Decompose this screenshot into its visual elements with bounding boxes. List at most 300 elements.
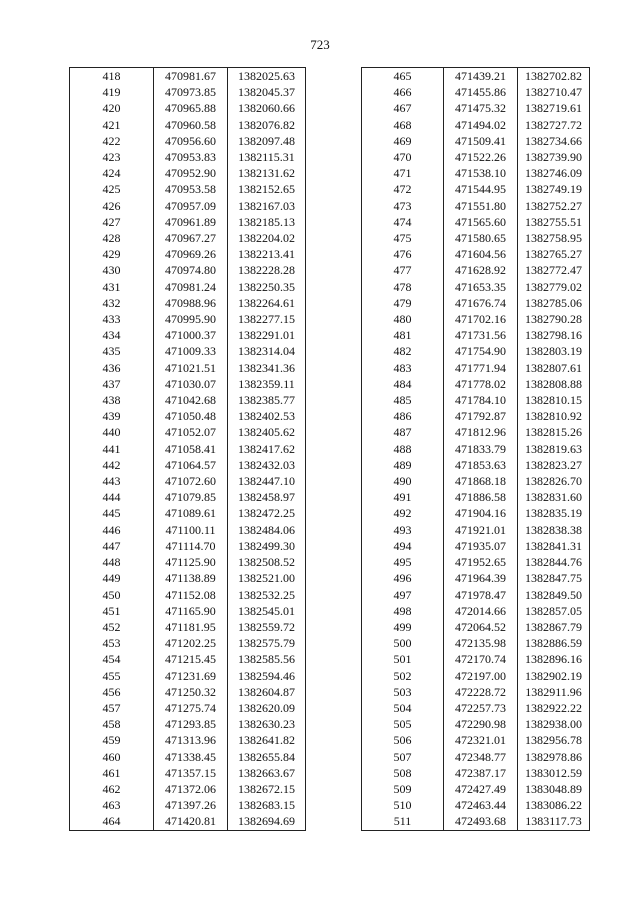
- y-coordinate-cell: 1382277.15: [228, 311, 306, 327]
- point-id-cell: 466: [362, 84, 444, 100]
- x-coordinate-cell: 471021.51: [154, 360, 228, 376]
- x-coordinate-cell: 471604.56: [444, 246, 518, 262]
- y-coordinate-cell: 1382185.13: [228, 214, 306, 230]
- y-coordinate-cell: 1382826.70: [518, 473, 590, 489]
- table-row: [362, 554, 590, 570]
- point-id-cell: 503: [362, 684, 444, 700]
- x-coordinate-cell: 472135.98: [444, 635, 518, 651]
- x-coordinate-cell: 472228.72: [444, 684, 518, 700]
- point-id-cell: 489: [362, 457, 444, 473]
- table-row: [70, 749, 306, 765]
- point-id-cell: 449: [70, 570, 154, 586]
- y-coordinate-cell: 1382152.65: [228, 181, 306, 197]
- table-row: [362, 668, 590, 684]
- point-id-cell: 490: [362, 473, 444, 489]
- point-id-cell: 419: [70, 84, 154, 100]
- point-id-cell: 427: [70, 214, 154, 230]
- x-coordinate-cell: 471114.70: [154, 538, 228, 554]
- x-coordinate-cell: 471313.96: [154, 732, 228, 748]
- x-coordinate-cell: 472348.77: [444, 749, 518, 765]
- x-coordinate-cell: 471886.58: [444, 489, 518, 505]
- x-coordinate-cell: 471538.10: [444, 165, 518, 181]
- x-coordinate-cell: 471702.16: [444, 311, 518, 327]
- table-row: [70, 651, 306, 667]
- y-coordinate-cell: 1382956.78: [518, 732, 590, 748]
- x-coordinate-cell: 471138.89: [154, 570, 228, 586]
- point-id-cell: 479: [362, 295, 444, 311]
- x-coordinate-cell: 471522.26: [444, 149, 518, 165]
- x-coordinate-cell: 472290.98: [444, 716, 518, 732]
- point-id-cell: 481: [362, 327, 444, 343]
- point-id-cell: 434: [70, 327, 154, 343]
- y-coordinate-cell: 1382521.00: [228, 570, 306, 586]
- y-coordinate-cell: 1382213.41: [228, 246, 306, 262]
- y-coordinate-cell: 1382417.62: [228, 441, 306, 457]
- x-coordinate-cell: 471000.37: [154, 327, 228, 343]
- y-coordinate-cell: 1382790.28: [518, 311, 590, 327]
- point-id-cell: 476: [362, 246, 444, 262]
- table-row: [70, 360, 306, 376]
- x-coordinate-cell: 471231.69: [154, 668, 228, 684]
- x-coordinate-cell: 472321.01: [444, 732, 518, 748]
- table-row: [362, 781, 590, 797]
- table-row: [70, 376, 306, 392]
- y-coordinate-cell: 1382765.27: [518, 246, 590, 262]
- y-coordinate-cell: 1382359.11: [228, 376, 306, 392]
- x-coordinate-cell: 471964.39: [444, 570, 518, 586]
- x-coordinate-cell: 471089.61: [154, 505, 228, 521]
- point-id-cell: 428: [70, 230, 154, 246]
- x-coordinate-cell: 471812.96: [444, 424, 518, 440]
- x-coordinate-cell: 471475.32: [444, 100, 518, 116]
- point-id-cell: 467: [362, 100, 444, 116]
- table-row: [362, 813, 590, 830]
- table-row: [70, 181, 306, 197]
- point-id-cell: 509: [362, 781, 444, 797]
- y-coordinate-cell: 1382532.25: [228, 587, 306, 603]
- point-id-cell: 502: [362, 668, 444, 684]
- y-coordinate-cell: 1382076.82: [228, 117, 306, 133]
- x-coordinate-cell: 471778.02: [444, 376, 518, 392]
- x-coordinate-cell: 471952.65: [444, 554, 518, 570]
- point-id-cell: 451: [70, 603, 154, 619]
- x-coordinate-cell: 471731.56: [444, 327, 518, 343]
- x-coordinate-cell: 471072.60: [154, 473, 228, 489]
- x-coordinate-cell: 471754.90: [444, 343, 518, 359]
- point-id-cell: 478: [362, 279, 444, 295]
- x-coordinate-cell: 471064.57: [154, 457, 228, 473]
- point-id-cell: 505: [362, 716, 444, 732]
- point-id-cell: 497: [362, 587, 444, 603]
- point-id-cell: 444: [70, 489, 154, 505]
- point-id-cell: 495: [362, 554, 444, 570]
- x-coordinate-cell: 471551.80: [444, 198, 518, 214]
- point-id-cell: 510: [362, 797, 444, 813]
- table-row: [70, 279, 306, 295]
- y-coordinate-cell: 1382702.82: [518, 68, 590, 85]
- table-row: [70, 635, 306, 651]
- point-id-cell: 475: [362, 230, 444, 246]
- y-coordinate-cell: 1382045.37: [228, 84, 306, 100]
- table-row: [362, 716, 590, 732]
- y-coordinate-cell: 1382886.59: [518, 635, 590, 651]
- table-row: [70, 117, 306, 133]
- x-coordinate-cell: 472387.17: [444, 765, 518, 781]
- y-coordinate-cell: 1382841.31: [518, 538, 590, 554]
- x-coordinate-cell: 471152.08: [154, 587, 228, 603]
- table-row: [70, 716, 306, 732]
- table-row: [362, 68, 590, 85]
- x-coordinate-cell: 471978.47: [444, 587, 518, 603]
- x-coordinate-cell: 471125.90: [154, 554, 228, 570]
- point-id-cell: 485: [362, 392, 444, 408]
- table-row: [362, 684, 590, 700]
- y-coordinate-cell: 1383048.89: [518, 781, 590, 797]
- y-coordinate-cell: 1382630.23: [228, 716, 306, 732]
- table-row: [362, 360, 590, 376]
- point-id-cell: 421: [70, 117, 154, 133]
- x-coordinate-cell: 471580.65: [444, 230, 518, 246]
- point-id-cell: 473: [362, 198, 444, 214]
- point-id-cell: 442: [70, 457, 154, 473]
- point-id-cell: 447: [70, 538, 154, 554]
- point-id-cell: 464: [70, 813, 154, 830]
- point-id-cell: 455: [70, 668, 154, 684]
- table-row: [70, 230, 306, 246]
- y-coordinate-cell: 1382594.46: [228, 668, 306, 684]
- point-id-cell: 446: [70, 522, 154, 538]
- x-coordinate-cell: 471275.74: [154, 700, 228, 716]
- point-id-cell: 460: [70, 749, 154, 765]
- x-coordinate-cell: 471853.63: [444, 457, 518, 473]
- x-coordinate-cell: 471771.94: [444, 360, 518, 376]
- table-row: [70, 813, 306, 830]
- point-id-cell: 482: [362, 343, 444, 359]
- y-coordinate-cell: 1382672.15: [228, 781, 306, 797]
- table-row: [362, 392, 590, 408]
- y-coordinate-cell: 1382798.16: [518, 327, 590, 343]
- point-id-cell: 477: [362, 262, 444, 278]
- point-id-cell: 435: [70, 343, 154, 359]
- table-row: [362, 749, 590, 765]
- point-id-cell: 500: [362, 635, 444, 651]
- table-row: [362, 311, 590, 327]
- table-row: [70, 84, 306, 100]
- table-row: [70, 457, 306, 473]
- y-coordinate-cell: 1382752.27: [518, 198, 590, 214]
- y-coordinate-cell: 1382719.61: [518, 100, 590, 116]
- x-coordinate-cell: 470952.90: [154, 165, 228, 181]
- point-id-cell: 453: [70, 635, 154, 651]
- point-id-cell: 445: [70, 505, 154, 521]
- y-coordinate-cell: 1382385.77: [228, 392, 306, 408]
- y-coordinate-cell: 1382655.84: [228, 749, 306, 765]
- x-coordinate-cell: 471420.81: [154, 813, 228, 830]
- y-coordinate-cell: 1382559.72: [228, 619, 306, 635]
- x-coordinate-cell: 470973.85: [154, 84, 228, 100]
- table-row: [70, 408, 306, 424]
- point-id-cell: 418: [70, 68, 154, 85]
- table-row: [362, 327, 590, 343]
- x-coordinate-cell: 472170.74: [444, 651, 518, 667]
- point-id-cell: 431: [70, 279, 154, 295]
- y-coordinate-cell: 1382097.48: [228, 133, 306, 149]
- table-row: [70, 246, 306, 262]
- table-row: [362, 635, 590, 651]
- y-coordinate-cell: 1382746.09: [518, 165, 590, 181]
- table-row: [70, 198, 306, 214]
- page-number: 723: [310, 37, 330, 52]
- x-coordinate-cell: 471509.41: [444, 133, 518, 149]
- y-coordinate-cell: 1382749.19: [518, 181, 590, 197]
- x-coordinate-cell: 472257.73: [444, 700, 518, 716]
- point-id-cell: 472: [362, 181, 444, 197]
- point-id-cell: 423: [70, 149, 154, 165]
- x-coordinate-cell: 470969.26: [154, 246, 228, 262]
- point-id-cell: 438: [70, 392, 154, 408]
- point-id-cell: 504: [362, 700, 444, 716]
- table-row: [70, 700, 306, 716]
- coordinate-table-right: [361, 67, 590, 831]
- y-coordinate-cell: 1382585.56: [228, 651, 306, 667]
- x-coordinate-cell: 471338.45: [154, 749, 228, 765]
- table-row: [70, 473, 306, 489]
- y-coordinate-cell: 1382694.69: [228, 813, 306, 830]
- y-coordinate-cell: 1382228.28: [228, 262, 306, 278]
- point-id-cell: 448: [70, 554, 154, 570]
- y-coordinate-cell: 1382663.67: [228, 765, 306, 781]
- x-coordinate-cell: 471100.11: [154, 522, 228, 538]
- point-id-cell: 492: [362, 505, 444, 521]
- y-coordinate-cell: 1382620.09: [228, 700, 306, 716]
- table-row: [70, 214, 306, 230]
- table-row: [70, 554, 306, 570]
- table-row: [70, 732, 306, 748]
- point-id-cell: 480: [362, 311, 444, 327]
- point-id-cell: 501: [362, 651, 444, 667]
- x-coordinate-cell: 471293.85: [154, 716, 228, 732]
- table-row: [70, 489, 306, 505]
- y-coordinate-cell: 1382131.62: [228, 165, 306, 181]
- y-coordinate-cell: 1382683.15: [228, 797, 306, 813]
- y-coordinate-cell: 1383012.59: [518, 765, 590, 781]
- table-row: [362, 262, 590, 278]
- table-row: [362, 765, 590, 781]
- table-row: [362, 603, 590, 619]
- table-row: [70, 262, 306, 278]
- point-id-cell: 430: [70, 262, 154, 278]
- x-coordinate-cell: 471833.79: [444, 441, 518, 457]
- point-id-cell: 486: [362, 408, 444, 424]
- table-row: [362, 489, 590, 505]
- x-coordinate-cell: 471030.07: [154, 376, 228, 392]
- x-coordinate-cell: 471181.95: [154, 619, 228, 635]
- x-coordinate-cell: 471494.02: [444, 117, 518, 133]
- table-row: [70, 522, 306, 538]
- y-coordinate-cell: 1382405.62: [228, 424, 306, 440]
- point-id-cell: 507: [362, 749, 444, 765]
- y-coordinate-cell: 1382545.01: [228, 603, 306, 619]
- table-row: [362, 651, 590, 667]
- table-row: [362, 408, 590, 424]
- x-coordinate-cell: 471050.48: [154, 408, 228, 424]
- y-coordinate-cell: 1382641.82: [228, 732, 306, 748]
- table-row: [70, 424, 306, 440]
- point-id-cell: 498: [362, 603, 444, 619]
- y-coordinate-cell: 1382867.79: [518, 619, 590, 635]
- table-row: [70, 149, 306, 165]
- table-row: [362, 149, 590, 165]
- table-row: [362, 165, 590, 181]
- point-id-cell: 471: [362, 165, 444, 181]
- point-id-cell: 484: [362, 376, 444, 392]
- y-coordinate-cell: 1382432.03: [228, 457, 306, 473]
- table-row: [70, 570, 306, 586]
- point-id-cell: 508: [362, 765, 444, 781]
- table-row: [70, 684, 306, 700]
- x-coordinate-cell: 472493.68: [444, 813, 518, 830]
- point-id-cell: 463: [70, 797, 154, 813]
- y-coordinate-cell: 1382978.86: [518, 749, 590, 765]
- y-coordinate-cell: 1382604.87: [228, 684, 306, 700]
- y-coordinate-cell: 1382815.26: [518, 424, 590, 440]
- y-coordinate-cell: 1383117.73: [518, 813, 590, 830]
- table-row: [362, 100, 590, 116]
- table-row: [362, 732, 590, 748]
- y-coordinate-cell: 1382911.96: [518, 684, 590, 700]
- x-coordinate-cell: 470981.67: [154, 68, 228, 85]
- table-row: [70, 100, 306, 116]
- coordinate-table-left: [69, 67, 306, 831]
- y-coordinate-cell: 1382847.75: [518, 570, 590, 586]
- table-row: [362, 473, 590, 489]
- y-coordinate-cell: 1382458.97: [228, 489, 306, 505]
- y-coordinate-cell: 1382402.53: [228, 408, 306, 424]
- y-coordinate-cell: 1382447.10: [228, 473, 306, 489]
- x-coordinate-cell: 470967.27: [154, 230, 228, 246]
- table-row: [70, 538, 306, 554]
- x-coordinate-cell: 471792.87: [444, 408, 518, 424]
- table-row: [70, 587, 306, 603]
- y-coordinate-cell: 1382808.88: [518, 376, 590, 392]
- table-row: [70, 603, 306, 619]
- table-row: [362, 343, 590, 359]
- y-coordinate-cell: 1382484.06: [228, 522, 306, 538]
- x-coordinate-cell: 470953.83: [154, 149, 228, 165]
- point-id-cell: 441: [70, 441, 154, 457]
- table-row: [362, 376, 590, 392]
- y-coordinate-cell: 1382772.47: [518, 262, 590, 278]
- x-coordinate-cell: 471565.60: [444, 214, 518, 230]
- y-coordinate-cell: 1382472.25: [228, 505, 306, 521]
- table-row: [362, 279, 590, 295]
- x-coordinate-cell: 472064.52: [444, 619, 518, 635]
- y-coordinate-cell: 1382499.30: [228, 538, 306, 554]
- x-coordinate-cell: 470974.80: [154, 262, 228, 278]
- x-coordinate-cell: 471372.06: [154, 781, 228, 797]
- point-id-cell: 468: [362, 117, 444, 133]
- table-row: [70, 619, 306, 635]
- x-coordinate-cell: 471250.32: [154, 684, 228, 700]
- table-row: [70, 327, 306, 343]
- y-coordinate-cell: 1382810.92: [518, 408, 590, 424]
- y-coordinate-cell: 1382739.90: [518, 149, 590, 165]
- y-coordinate-cell: 1382844.76: [518, 554, 590, 570]
- y-coordinate-cell: 1382849.50: [518, 587, 590, 603]
- point-id-cell: 452: [70, 619, 154, 635]
- y-coordinate-cell: 1382291.01: [228, 327, 306, 343]
- y-coordinate-cell: 1382115.31: [228, 149, 306, 165]
- x-coordinate-cell: 471904.16: [444, 505, 518, 521]
- table-row: [362, 198, 590, 214]
- table-row: [70, 781, 306, 797]
- y-coordinate-cell: 1382264.61: [228, 295, 306, 311]
- x-coordinate-cell: 472463.44: [444, 797, 518, 813]
- table-row: [70, 68, 306, 85]
- y-coordinate-cell: 1382896.16: [518, 651, 590, 667]
- y-coordinate-cell: 1382823.27: [518, 457, 590, 473]
- table-row: [362, 522, 590, 538]
- point-id-cell: 491: [362, 489, 444, 505]
- table-row: [70, 441, 306, 457]
- x-coordinate-cell: 471202.25: [154, 635, 228, 651]
- point-id-cell: 429: [70, 246, 154, 262]
- point-id-cell: 462: [70, 781, 154, 797]
- point-id-cell: 470: [362, 149, 444, 165]
- y-coordinate-cell: 1382810.15: [518, 392, 590, 408]
- x-coordinate-cell: 471215.45: [154, 651, 228, 667]
- table-row: [70, 765, 306, 781]
- table-row: [70, 165, 306, 181]
- y-coordinate-cell: 1382341.36: [228, 360, 306, 376]
- x-coordinate-cell: 471397.26: [154, 797, 228, 813]
- table-row: [362, 295, 590, 311]
- y-coordinate-cell: 1382838.38: [518, 522, 590, 538]
- y-coordinate-cell: 1382734.66: [518, 133, 590, 149]
- table-row: [70, 505, 306, 521]
- point-id-cell: 465: [362, 68, 444, 85]
- point-id-cell: 433: [70, 311, 154, 327]
- point-id-cell: 494: [362, 538, 444, 554]
- x-coordinate-cell: 471784.10: [444, 392, 518, 408]
- x-coordinate-cell: 471439.21: [444, 68, 518, 85]
- table-row: [362, 505, 590, 521]
- point-id-cell: 426: [70, 198, 154, 214]
- point-id-cell: 443: [70, 473, 154, 489]
- table-row: [362, 133, 590, 149]
- x-coordinate-cell: 470961.89: [154, 214, 228, 230]
- x-coordinate-cell: 471628.92: [444, 262, 518, 278]
- y-coordinate-cell: 1382060.66: [228, 100, 306, 116]
- point-id-cell: 424: [70, 165, 154, 181]
- x-coordinate-cell: 471935.07: [444, 538, 518, 554]
- table-row: [362, 570, 590, 586]
- point-id-cell: 458: [70, 716, 154, 732]
- x-coordinate-cell: 471058.41: [154, 441, 228, 457]
- table-row: [362, 538, 590, 554]
- point-id-cell: 425: [70, 181, 154, 197]
- point-id-cell: 422: [70, 133, 154, 149]
- point-id-cell: 493: [362, 522, 444, 538]
- x-coordinate-cell: 471921.01: [444, 522, 518, 538]
- table-row: [362, 587, 590, 603]
- x-coordinate-cell: 470957.09: [154, 198, 228, 214]
- y-coordinate-cell: 1382314.04: [228, 343, 306, 359]
- x-coordinate-cell: 471079.85: [154, 489, 228, 505]
- point-id-cell: 439: [70, 408, 154, 424]
- y-coordinate-cell: 1382831.60: [518, 489, 590, 505]
- y-coordinate-cell: 1382902.19: [518, 668, 590, 684]
